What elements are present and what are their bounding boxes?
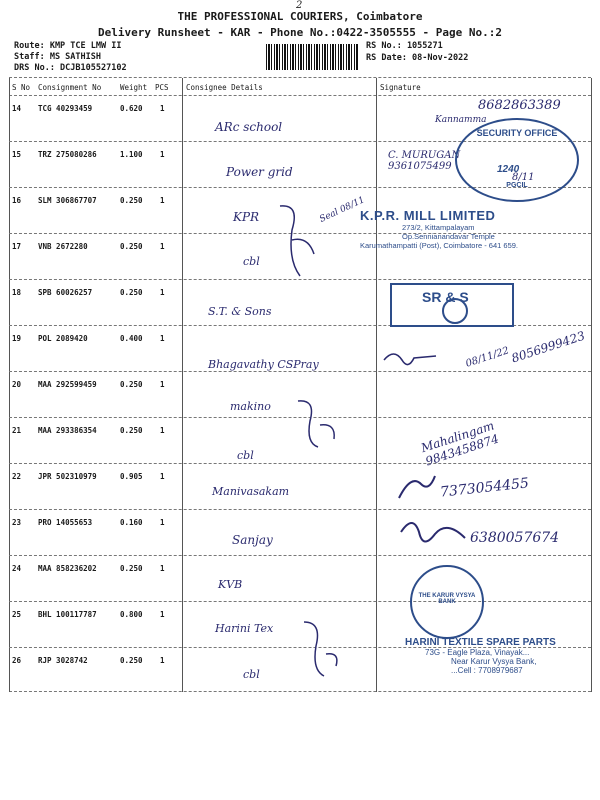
col-weight: Weight bbox=[120, 83, 148, 92]
table-row: 14 TCG 40293459 0.620 1 bbox=[0, 96, 600, 142]
col-consignee: Consignee Details bbox=[186, 83, 263, 92]
kvb-seal: THE KARUR VYSYA BANK bbox=[410, 565, 484, 639]
security-office-stamp: SECURITY OFFICE 1240 PGCIL bbox=[455, 118, 579, 202]
round-stamp bbox=[440, 296, 470, 326]
staff-label: Staff: MS SATHISH bbox=[14, 52, 101, 62]
signature-name: Mahalingam 9843458874 bbox=[419, 418, 501, 469]
col-sno: S No bbox=[12, 83, 31, 92]
table-row: 24 MAA 858236202 0.250 1 bbox=[0, 556, 600, 602]
consignee-handwriting: cbl bbox=[243, 255, 260, 268]
sr-stamp: SR & S bbox=[390, 283, 514, 327]
signature-phone: 8056999423 bbox=[509, 328, 587, 366]
table-row: 15 TRZ 275080286 1.100 1 bbox=[0, 142, 600, 188]
signature-phone: 7373054455 bbox=[439, 475, 530, 501]
signature-scribble bbox=[395, 512, 470, 557]
page-mark: 2 bbox=[296, 0, 303, 11]
bracket-scribble bbox=[296, 618, 351, 678]
table-row: 18 SPB 60026257 0.250 1 bbox=[0, 280, 600, 326]
bracket-scribble bbox=[290, 395, 350, 450]
table-row: 21 MAA 293386354 0.250 1 bbox=[0, 418, 600, 464]
signature-name: C. MURUGAN 9361075499 bbox=[388, 150, 461, 172]
table-row: 20 MAA 292599459 0.250 1 bbox=[0, 372, 600, 418]
drs-label: DRS No.: DCJB105527102 bbox=[14, 63, 127, 73]
rs-date: RS Date: 08-Nov-2022 bbox=[366, 53, 469, 63]
consignee-handwriting: ARc school bbox=[215, 120, 283, 134]
kpr-mill-stamp: K.P.R. MILL LIMITED 273/2, Kittampalayam Op.Sennianandavar Temple Karumathampatti (Post), Coimbatore - 641 659. bbox=[360, 208, 518, 250]
barcode bbox=[266, 44, 358, 70]
consignee-handwriting: Power grid bbox=[226, 165, 293, 179]
route-label: Route: KMP TCE LMW II bbox=[14, 41, 122, 51]
table-row: 16 SLM 306867707 0.250 1 bbox=[0, 188, 600, 234]
company-title: THE PROFESSIONAL COURIERS, Coimbatore bbox=[177, 10, 423, 23]
harini-stamp: HARINI TEXTILE SPARE PARTS 73G - Eagle Plaza, Vinayak... Near Karur Vysya Bank, ...Cell : 7708979687 bbox=[405, 637, 556, 675]
consignee-handwriting: Manivasakam bbox=[212, 485, 290, 498]
table-top-rule bbox=[9, 77, 591, 78]
signature-scribble bbox=[380, 344, 440, 374]
runsheet-title: Delivery Runsheet - KAR - Phone No.:0422-3505555 - Page No.:2 bbox=[98, 26, 502, 39]
consignee-handwriting: KPR bbox=[233, 210, 260, 224]
table-row: 23 PRO 14055653 0.160 1 bbox=[0, 510, 600, 556]
table-row: 26 RJP 3028742 0.250 1 bbox=[12, 656, 165, 665]
consignee-handwriting: Harini Tex bbox=[215, 622, 274, 635]
signature-phone: 8682863389 bbox=[478, 98, 561, 113]
signature-scribble bbox=[395, 470, 440, 505]
table-row: 17 VNB 2672280 0.250 1 bbox=[0, 234, 600, 280]
consignee-handwriting: S.T. & Sons bbox=[208, 305, 272, 318]
consignee-handwriting: cbl bbox=[243, 668, 260, 681]
col-signature: Signature bbox=[380, 83, 421, 92]
consignee-handwriting: cbl bbox=[237, 449, 254, 462]
signature-phone: 6380057674 bbox=[470, 530, 560, 546]
signature-date: 08/11/22 bbox=[464, 345, 511, 370]
consignee-handwriting: makino bbox=[230, 400, 271, 413]
table-row: 25 BHL 100117787 0.800 1 bbox=[0, 602, 600, 648]
consignee-handwriting: KVB bbox=[218, 578, 243, 591]
col-pcs: PCS bbox=[155, 83, 169, 92]
signature-name: Kannamma bbox=[435, 115, 487, 125]
consignee-handwriting: Sanjay bbox=[232, 533, 273, 547]
signature-date: 8/11 bbox=[512, 172, 535, 183]
table-row: 19 POL 2089420 0.400 1 bbox=[0, 326, 600, 372]
consignee-handwriting: Bhagavathy CSPray bbox=[208, 358, 319, 371]
col-consignment: Consignment No bbox=[38, 83, 102, 92]
rs-number: RS No.: 1055271 bbox=[366, 41, 443, 51]
table-row: 22 JPR 502310979 0.905 1 bbox=[0, 464, 600, 510]
signature-scribble: Seal 08/11 bbox=[318, 195, 367, 225]
